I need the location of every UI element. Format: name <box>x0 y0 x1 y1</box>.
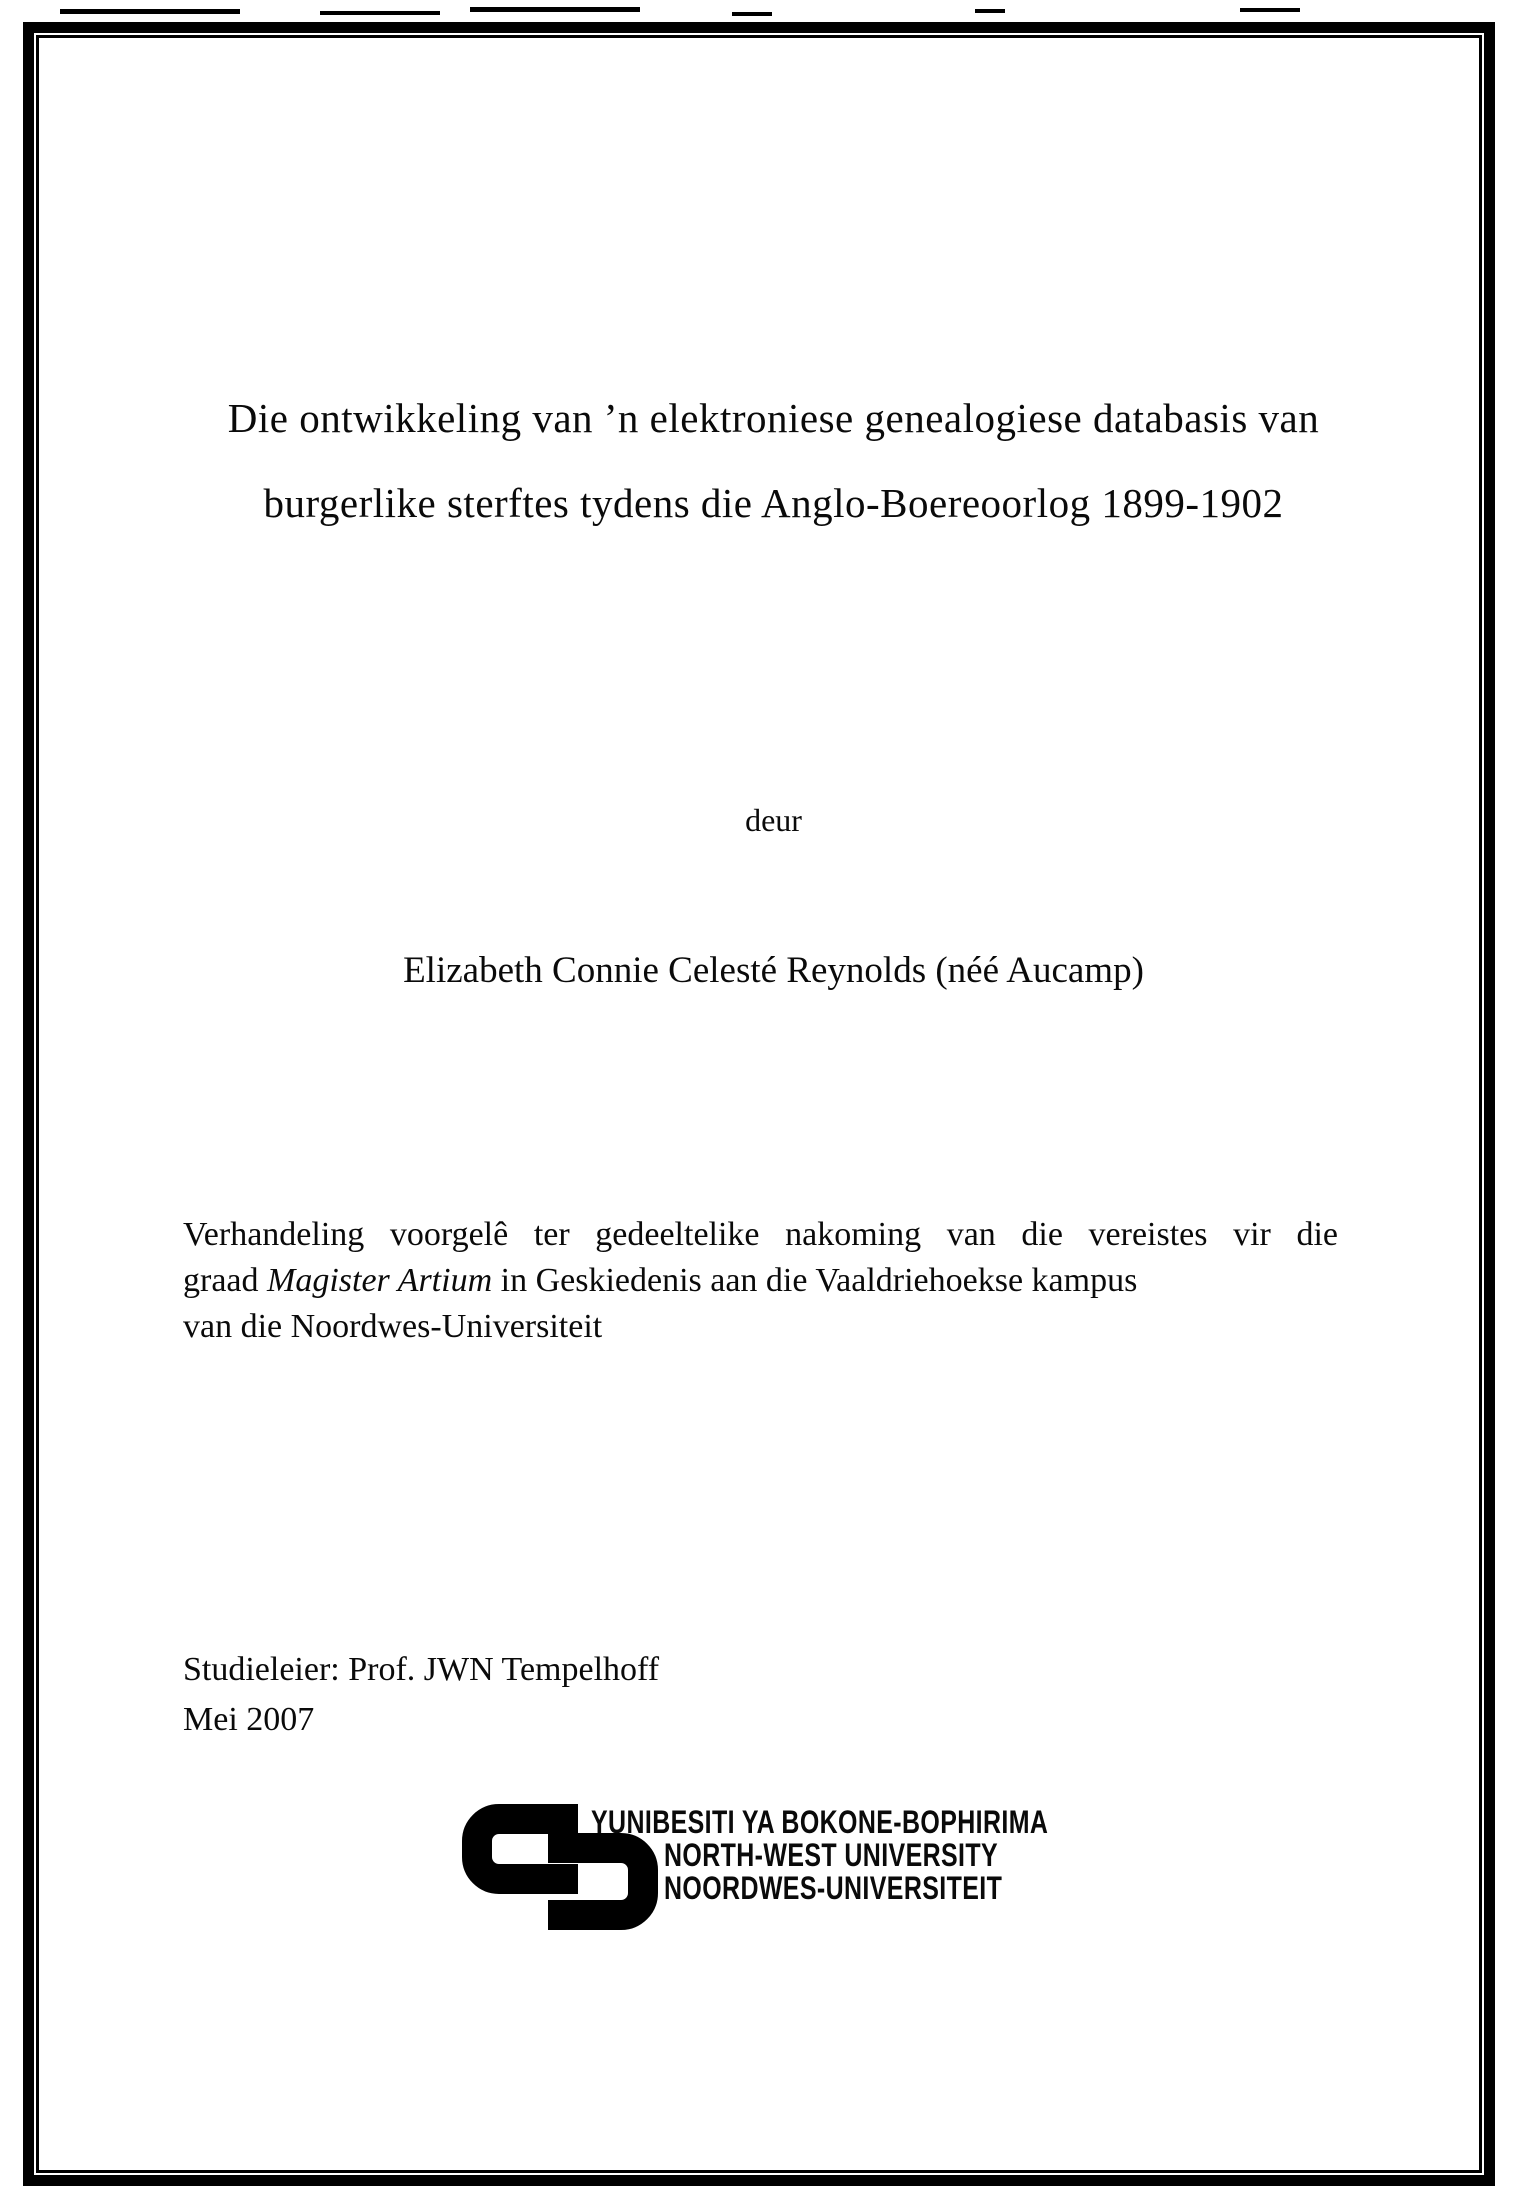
degree-statement <box>183 1212 1338 1350</box>
title-line-2: burgerlike sterftes tydens die Anglo-Boereoorlog 1899-1902 <box>263 480 1284 526</box>
page-title <box>25 376 1522 546</box>
logo-line-english: NORTH-WEST UNIVERSITY <box>664 1837 999 1873</box>
byline: deur <box>745 802 802 838</box>
scan-artifact <box>320 11 440 15</box>
scan-artifact <box>732 12 772 16</box>
statement-line-2-prefix: graad <box>183 1262 268 1299</box>
logo-line-setswana: YUNIBESITI YA BOKONE-BOPHIRIMA <box>591 1804 1049 1840</box>
degree-name: Magister Artium <box>267 1262 493 1299</box>
author-name: Elizabeth Connie Celesté Reynolds (néé Aucamp) <box>403 950 1144 991</box>
statement-line-1: Verhandeling voorgelê ter gedeeltelike nakoming van die vereistes vir die <box>183 1216 1338 1253</box>
statement-line-2-suffix: in Geskiedenis aan die Vaaldriehoekse kampus <box>492 1262 1138 1299</box>
logo-line-afrikaans: NOORDWES-UNIVERSITEIT <box>664 1870 1003 1906</box>
scan-artifact <box>60 9 240 14</box>
supervisor: Studieleier: Prof. JWN Tempelhoff <box>183 1651 660 1688</box>
title-line-1: Die ontwikkeling van ’n elektroniese genealogiese databasis van <box>227 395 1320 441</box>
nwu-logo-text <box>591 1806 1177 1905</box>
scan-artifact <box>1240 8 1300 12</box>
statement-line-2 <box>183 1258 1338 1304</box>
scan-artifact <box>975 9 1005 13</box>
date: Mei 2007 <box>183 1701 315 1738</box>
supervisor-block <box>183 1645 659 1745</box>
scan-artifact <box>470 7 640 12</box>
statement-line-3: van die Noordwes-Universiteit <box>183 1308 603 1345</box>
